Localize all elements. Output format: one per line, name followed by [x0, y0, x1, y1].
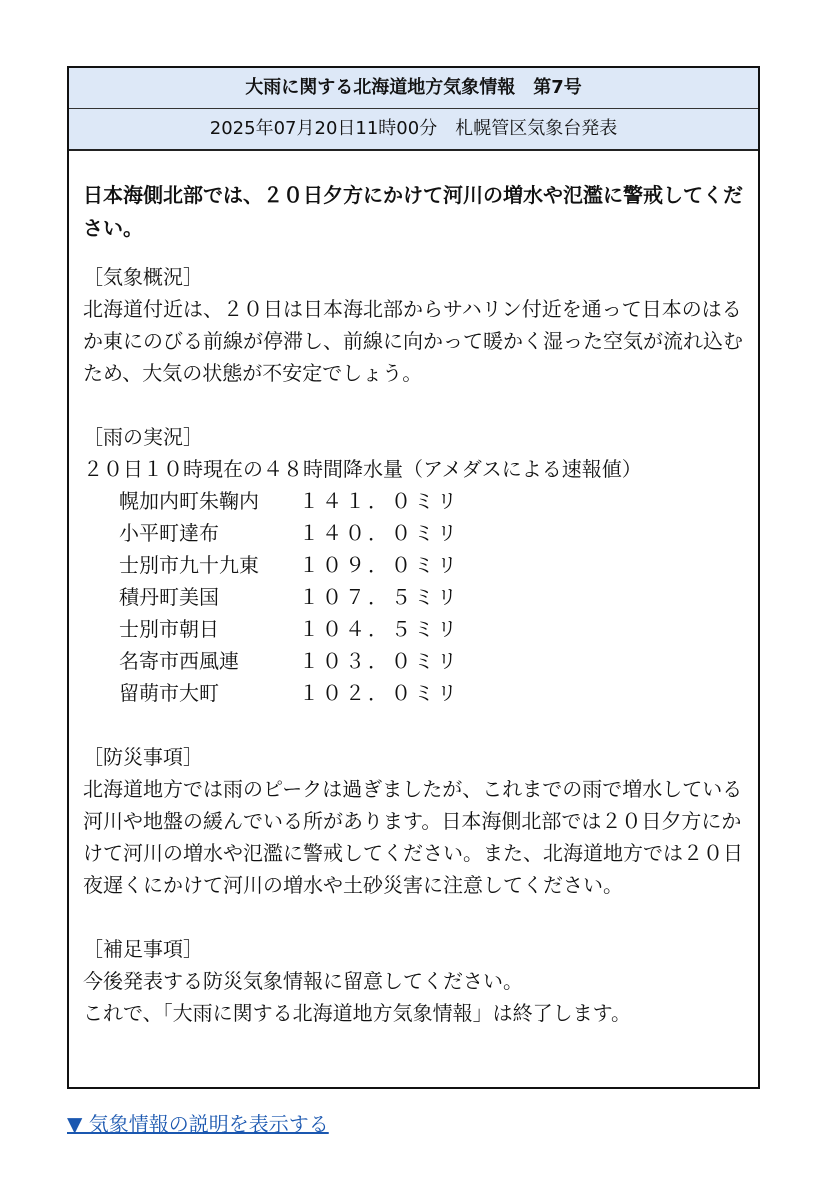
section-supplement [83, 933, 744, 1029]
rain-intro: ２０日１０時現在の４８時間降水量（アメダスによる速報値） [83, 457, 642, 481]
prevention-text: 北海道地方では雨のピークは過ぎましたが、これまでの雨で増水している河川や地盤の緩んでいる所があります。日本海側北部では２０日夕方にかけて河川の増水や氾濫に警戒してください。また、北海道地方では２０日夜遅くにかけて河川の増水や土砂災害に注意してください。 [83, 777, 743, 897]
rain-location: 名寄市西風連 [119, 649, 239, 673]
supplement-title: ［補足事項］ [83, 937, 203, 961]
rain-location: 士別市九十九東 [119, 553, 259, 577]
rain-table [83, 485, 744, 709]
prevention-title: ［防災事項］ [83, 745, 203, 769]
rain-row [83, 613, 744, 645]
section-overview [83, 261, 744, 389]
supplement-line-2: これで、「大雨に関する北海道地方気象情報」は終了します。 [83, 1001, 631, 1025]
rain-row [83, 645, 744, 677]
rain-row [83, 485, 744, 517]
section-prevention [83, 741, 744, 901]
weather-info-panel [67, 66, 760, 1089]
rain-amount: １０７．５ミリ [299, 585, 460, 609]
rain-row [83, 581, 744, 613]
rain-amount: １０３．０ミリ [299, 649, 460, 673]
rain-amount: １０２．０ミリ [299, 681, 460, 705]
rain-row [83, 517, 744, 549]
rain-location: 積丹町美国 [119, 585, 219, 609]
rain-location: 幌加内町朱鞠内 [119, 489, 259, 513]
rain-location: 小平町達布 [119, 521, 219, 545]
rain-row [83, 549, 744, 581]
show-explanation-link[interactable]: ▼ 気象情報の説明を表示する [67, 1112, 329, 1136]
rain-amount: １０９．０ミリ [299, 553, 460, 577]
rain-location: 留萌市大町 [119, 681, 219, 705]
rain-amount: １０４．５ミリ [299, 617, 460, 641]
overview-title: ［気象概況］ [83, 265, 203, 289]
supplement-line-1: 今後発表する防災気象情報に留意してください。 [83, 969, 523, 993]
rain-location: 士別市朝日 [119, 617, 219, 641]
issued-datetime: 2025年07月20日11時00分 札幌管区気象台発表 [69, 109, 758, 151]
info-title: 大雨に関する北海道地方気象情報 第7号 [69, 68, 758, 109]
section-rain [83, 421, 744, 709]
rain-title: ［雨の実況］ [83, 425, 203, 449]
rain-amount: １４１．０ミリ [299, 489, 460, 513]
overview-text: 北海道付近は、２０日は日本海北部からサハリン付近を通って日本のはるか東にのびる前線が停滞し、前線に向かって暖かく湿った空気が流れ込むため、大気の状態が不安定でしょう。 [83, 297, 743, 385]
rain-row [83, 677, 744, 709]
rain-amount: １４０．０ミリ [299, 521, 460, 545]
info-body [69, 151, 758, 1029]
headline-warning: 日本海側北部では、２０日夕方にかけて河川の増水や氾濫に警戒してください。 [83, 183, 743, 240]
